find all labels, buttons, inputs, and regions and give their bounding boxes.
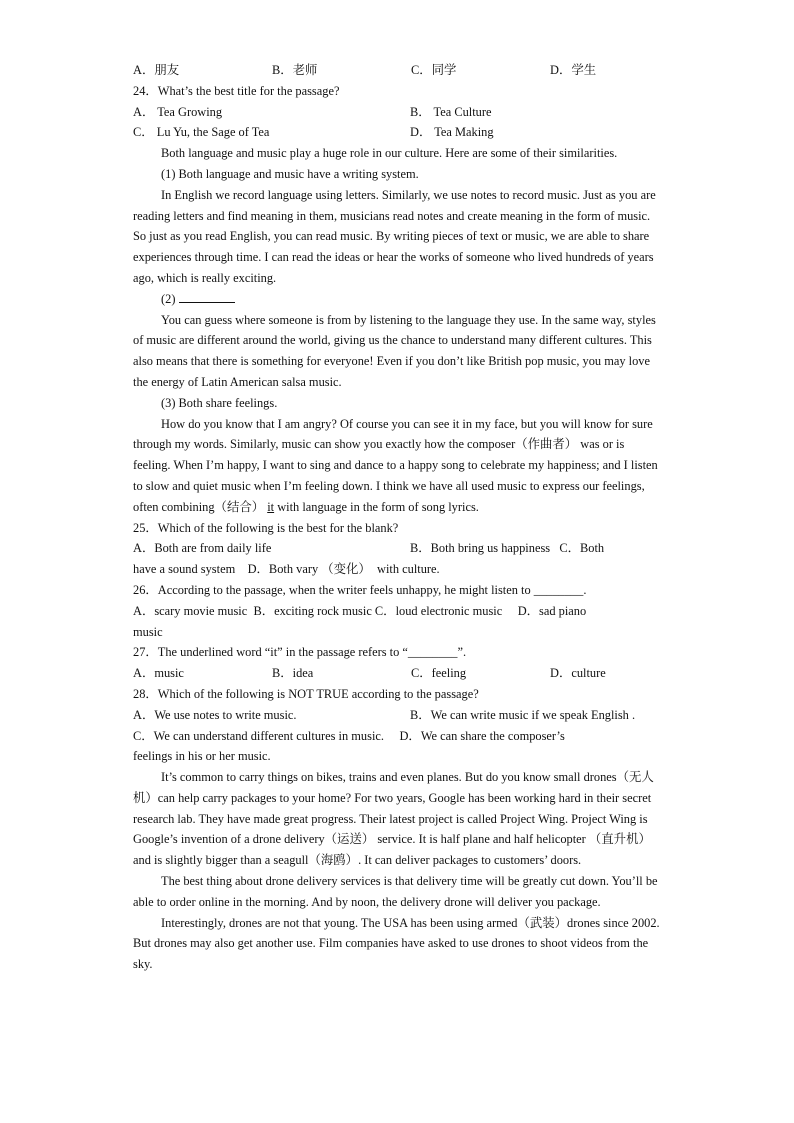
q24-options-row2	[133, 122, 663, 143]
exam-page	[133, 60, 663, 975]
option-a: A． Tea Growing	[133, 104, 223, 119]
option-a: A．We use notes to write music.	[133, 707, 297, 722]
q28-options-wrap: feelings in his or her music.	[133, 749, 271, 764]
passage2-point2	[133, 289, 663, 310]
q25-question: 25．Which of the following is the best for the blank?	[133, 520, 399, 535]
option-b: B．We can write music if we speak English .	[410, 707, 636, 722]
q28-options-row1	[133, 705, 663, 726]
option-b-c: B．Both bring us happiness C．Both	[410, 541, 605, 556]
passage2-point3: (3) Both share feelings.	[161, 395, 278, 410]
option-c: C．同学	[411, 63, 457, 77]
option-c: C．feeling	[411, 666, 467, 681]
passage2-para2: You can guess where someone is from by listening to the language they use. In the same way, styles of music are different around the world, giving us the chance to understand many different cultures. This also means that there is something for everyone! Even if you don’t like British pop music, you may love the energy of Latin American salsa music.	[133, 312, 656, 389]
option-c: C． Lu Yu, the Sage of Tea	[133, 125, 270, 140]
q26-options-wrap: music	[133, 624, 163, 639]
q24-question: 24．What’s the best title for the passage?	[133, 83, 340, 98]
para3-text-a: How do you know that I am angry? Of course you can see it in my face, but you will know for sure through my words. Similarly, music can show you exactly how the composer（作曲者） was or is feeling. When I’m happy, I want to sing and dance to a happy song to celebrate my happiness; and I listen to slow and quiet music when I’m feeling down. I think we have all used music to express our feelings, often combining（结合）	[133, 416, 658, 514]
option-b: B．idea	[272, 666, 314, 681]
point2-label: (2)	[161, 291, 176, 306]
option-d: D．学生	[550, 63, 597, 77]
option-a: A．music	[133, 666, 184, 681]
option-a: A．Both are from daily life	[133, 541, 272, 556]
passage3-para3: Interestingly, drones are not that young. The USA has been using armed（武装）drones since 2002. But drones may also get another use. Film companies have asked to use drones to shoot videos from the sky.	[133, 915, 660, 972]
q27-question: 27．The underlined word “it” in the passage refers to “________”.	[133, 645, 467, 660]
passage3-para2: The best thing about drone delivery services is that delivery time will be greatly cut down. You’ll be able to order online in the morning. And by noon, the delivery drone will deliver you package.	[133, 874, 658, 909]
option-b: B． Tea Culture	[410, 104, 492, 119]
passage2-point1: (1) Both language and music have a writing system.	[161, 166, 419, 181]
passage2-para3	[133, 414, 663, 518]
q26-options: A．scary movie music B．exciting rock music C．loud electronic music D．sad piano	[133, 603, 587, 618]
para3-text-b: with language in the form of song lyrics.	[274, 499, 479, 514]
option-b: B．老师	[272, 63, 318, 77]
q23-options	[133, 60, 663, 81]
q25-options-row1	[133, 538, 663, 559]
q27-options	[133, 663, 663, 684]
passage2-intro: Both language and music play a huge role in our culture. Here are some of their similarities.	[161, 146, 618, 161]
option-a: A．朋友	[133, 63, 180, 77]
passage2-para1: In English we record language using letters. Similarly, we use notes to record music. Just as you are reading letters and find meaning in them, musicians read notes and create meaning in the form of music. So just as you read English, you can read music. By writing pieces of text or music, we are able to share experiences through time. I can read the ideas or hear the works of someone who lived hundreds of years ago, which is really exciting.	[133, 187, 656, 285]
answer-blank	[179, 289, 235, 303]
passage3-para1: It’s common to carry things on bikes, trains and even planes. But do you know small drones（无人机）can help carry packages to your home? For two years, Google has been working hard in their secret research lab. They have made great progress. Their latest project is called Project Wing. Project Wing is Google’s invention of a drone delivery（运送） service. It is half plane and half helicopter （直升机） and is slightly bigger than a seagull（海鸥）. It can deliver packages to customers’ doors.	[133, 770, 654, 868]
option-d: D．culture	[550, 666, 606, 681]
q25-options-row2: have a sound system D．Both vary （变化） with culture.	[133, 562, 440, 577]
q28-question: 28．Which of the following is NOT TRUE according to the passage?	[133, 686, 479, 701]
underlined-it: it	[267, 499, 275, 514]
option-d: D． Tea Making	[410, 125, 494, 140]
q26-question: 26．According to the passage, when the writer feels unhappy, he might listen to ________.	[133, 582, 587, 597]
q24-options-row1	[133, 102, 663, 123]
q28-options-row2: C．We can understand different cultures in music. D．We can share the composer’s	[133, 728, 565, 743]
